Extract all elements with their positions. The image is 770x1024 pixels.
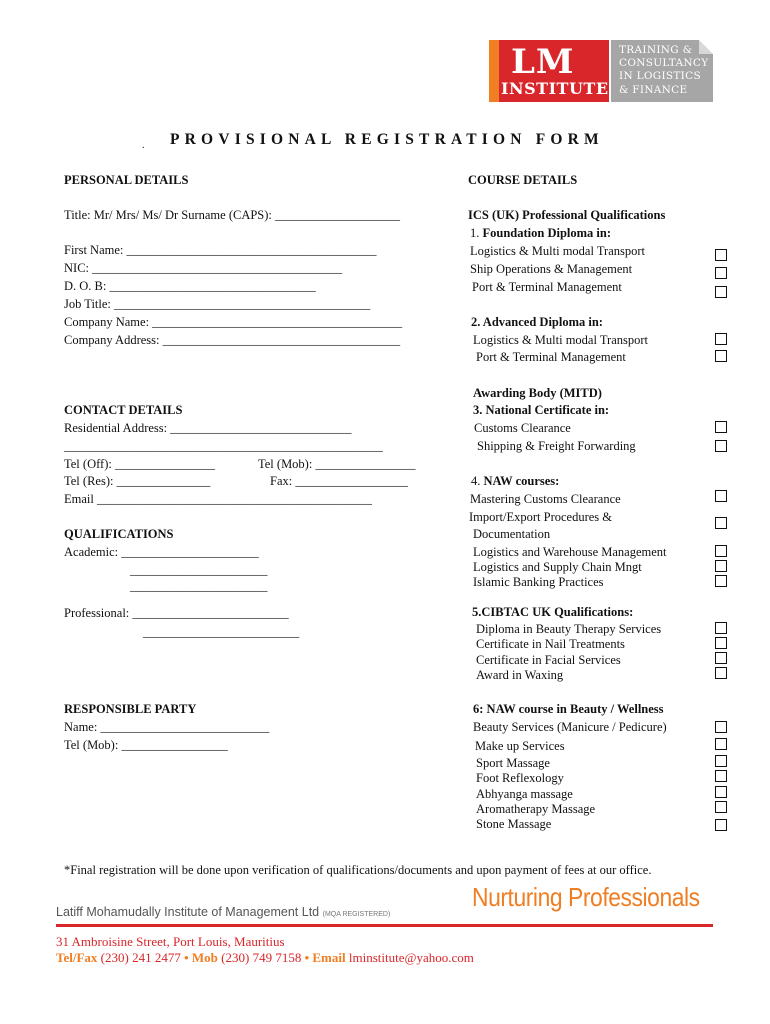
nurturing-professionals-tagline: Nurturing Professionals: [472, 882, 700, 912]
cibtac-heading: 5.CIBTAC UK Qualifications:: [472, 605, 634, 619]
checkbox-foundation-port[interactable]: [715, 286, 727, 298]
course-label: Port & Terminal Management: [476, 350, 626, 364]
checkbox-beauty-makeup[interactable]: [715, 738, 727, 750]
tel-off-field[interactable]: Tel (Off): ________________: [64, 457, 215, 471]
national-certificate-heading: 3. National Certificate in:: [473, 403, 610, 417]
logo-tag-line: & FINANCE: [619, 84, 688, 96]
course-label: Logistics and Supply Chain Mngt: [473, 560, 642, 574]
institute-logo: [489, 40, 713, 102]
checkbox-beauty-abhyanga[interactable]: [715, 786, 727, 798]
email-label: Email: [312, 950, 346, 965]
telfax-label: Tel/Fax: [56, 950, 98, 965]
course-label: Make up Services: [475, 739, 565, 753]
course-label: Foot Reflexology: [476, 771, 564, 785]
course-label: Customs Clearance: [474, 421, 571, 435]
course-label: Award in Waxing: [476, 668, 564, 682]
checkbox-cibtac-facial[interactable]: [715, 652, 727, 664]
advanced-diploma-heading: 2. Advanced Diploma in:: [471, 315, 603, 329]
checkbox-cibtac-beauty-therapy[interactable]: [715, 622, 727, 634]
checkbox-naw-customs[interactable]: [715, 490, 727, 502]
footer-address: 31 Ambroisine Street, Port Louis, Mauritius: [56, 934, 285, 949]
email-field[interactable]: Email ____________________________________________: [64, 492, 372, 506]
course-label: Logistics and Warehouse Management: [473, 545, 667, 559]
course-label: Stone Massage: [476, 817, 552, 831]
logo-tagline-block: [611, 40, 713, 102]
professional-field-line-2[interactable]: _________________________: [143, 625, 300, 639]
logo-page-fold: [699, 40, 713, 54]
qualifications-heading: QUALIFICATIONS: [64, 527, 174, 541]
footer-divider: [56, 924, 713, 927]
course-label: Islamic Banking Practices: [473, 575, 604, 589]
checkbox-naw-supply-chain[interactable]: [715, 560, 727, 572]
logo-institute-text: INSTITUTE: [501, 79, 609, 98]
course-label: Logistics & Multi modal Transport: [470, 244, 646, 258]
foundation-number: 1.: [470, 226, 480, 240]
course-label: Port & Terminal Management: [472, 280, 622, 294]
course-label: Aromatherapy Massage: [476, 802, 596, 816]
responsible-party-heading: RESPONSIBLE PARTY: [64, 702, 197, 716]
residential-address-field[interactable]: Residential Address: _____________________________: [64, 421, 352, 435]
course-label: Sport Massage: [476, 756, 550, 770]
bullet-separator: •: [304, 950, 310, 965]
foundation-heading: [470, 225, 611, 241]
naw-number: 4.: [471, 474, 481, 488]
mob-label: Mob: [191, 950, 218, 965]
dob-field[interactable]: D. O. B: _________________________________: [64, 279, 316, 293]
company-name-field[interactable]: Company Name: ________________________________________: [64, 315, 403, 329]
logo-tag-line: TRAINING &: [619, 44, 693, 56]
naw-label: NAW courses:: [483, 474, 560, 488]
course-label: Shipping & Freight Forwarding: [477, 439, 636, 453]
course-label: Logistics & Multi modal Transport: [473, 333, 649, 347]
fax-field[interactable]: Fax: __________________: [270, 474, 408, 488]
tel-mob-field[interactable]: Tel (Mob): ________________: [258, 457, 416, 471]
checkbox-naw-islamic-banking[interactable]: [715, 575, 727, 587]
title-surname-field[interactable]: Title: Mr/ Mrs/ Ms/ Dr Surname (CAPS): ____________________: [64, 208, 401, 222]
course-label-continued: Documentation: [473, 527, 551, 541]
telfax-number: (230) 241 2477: [100, 950, 181, 965]
academic-field[interactable]: Academic: ______________________: [64, 545, 259, 559]
mqa-registered-note: (MQA REGISTERED): [322, 911, 391, 918]
footer-contact-line: [56, 950, 474, 966]
nic-field[interactable]: NIC: ________________________________________: [64, 261, 343, 275]
course-label: Diploma in Beauty Therapy Services: [476, 622, 662, 636]
professional-field[interactable]: Professional: _________________________: [64, 606, 289, 620]
checkbox-naw-warehouse[interactable]: [715, 545, 727, 557]
checkbox-national-customs[interactable]: [715, 421, 727, 433]
checkbox-beauty-stone-massage[interactable]: [715, 819, 727, 831]
checkbox-beauty-foot-reflexology[interactable]: [715, 770, 727, 782]
title-dot: .: [142, 140, 145, 151]
job-title-field[interactable]: Job Title: _________________________________________: [64, 297, 371, 311]
logo-tag-line: IN LOGISTICS: [619, 70, 701, 82]
form-title: PROVISIONAL REGISTRATION FORM: [170, 131, 604, 148]
naw-beauty-heading: 6: NAW course in Beauty / Wellness: [473, 702, 664, 716]
course-label: Certificate in Nail Treatments: [476, 637, 625, 651]
responsible-name-field[interactable]: Name: ___________________________: [64, 720, 270, 734]
contact-details-heading: CONTACT DETAILS: [64, 403, 183, 417]
course-label: Beauty Services (Manicure / Pedicure): [473, 720, 667, 734]
checkbox-beauty-sport-massage[interactable]: [715, 755, 727, 767]
academic-field-line-2[interactable]: ______________________: [130, 563, 268, 577]
academic-field-line-3[interactable]: ______________________: [130, 579, 268, 593]
checkbox-national-shipping[interactable]: [715, 440, 727, 452]
residential-address-line-2[interactable]: ___________________________________________________: [64, 439, 383, 453]
checkbox-advanced-port[interactable]: [715, 350, 727, 362]
checkbox-naw-import-export[interactable]: [715, 517, 727, 529]
organisation-name-text: Latiff Mohamudally Institute of Management Ltd: [56, 905, 320, 919]
course-label: Ship Operations & Management: [470, 262, 633, 276]
course-label: Mastering Customs Clearance: [470, 492, 621, 506]
company-address-field[interactable]: Company Address: ______________________________________: [64, 333, 401, 347]
awarding-body-heading: Awarding Body (MITD): [473, 386, 602, 400]
logo-orange-stripe: [489, 40, 499, 102]
course-label: Import/Export Procedures &: [469, 510, 613, 524]
logo-tag-line: CONSULTANCY: [619, 57, 709, 69]
checkbox-advanced-logistics[interactable]: [715, 333, 727, 345]
organisation-name: [56, 905, 390, 919]
course-label: Abhyanga massage: [476, 787, 573, 801]
tel-res-field[interactable]: Tel (Res): _______________: [64, 474, 211, 488]
logo-lm-text: LM: [511, 42, 575, 82]
email-address[interactable]: lminstitute@yahoo.com: [348, 950, 474, 965]
foundation-label: Foundation Diploma in:: [482, 226, 612, 240]
checkbox-cibtac-waxing[interactable]: [715, 667, 727, 679]
mob-number: (230) 749 7158: [221, 950, 302, 965]
responsible-tel-field[interactable]: Tel (Mob): _________________: [64, 738, 228, 752]
final-registration-note: *Final registration will be done upon verification of qualifications/documents and upon payment of fees at our office.: [64, 863, 652, 877]
checkbox-beauty-aromatherapy[interactable]: [715, 801, 727, 813]
naw-courses-heading: [471, 473, 559, 489]
course-details-heading: COURSE DETAILS: [468, 173, 578, 187]
checkbox-foundation-ship-ops[interactable]: [715, 267, 727, 279]
bullet-separator: •: [184, 950, 189, 965]
checkbox-beauty-manicure[interactable]: [715, 721, 727, 733]
ics-heading: ICS (UK) Professional Qualifications: [468, 208, 666, 222]
first-name-field[interactable]: First Name: ________________________________________: [64, 243, 377, 257]
checkbox-foundation-logistics[interactable]: [715, 249, 727, 261]
course-label: Certificate in Facial Services: [476, 653, 621, 667]
personal-details-heading: PERSONAL DETAILS: [64, 173, 189, 187]
checkbox-cibtac-nail[interactable]: [715, 637, 727, 649]
